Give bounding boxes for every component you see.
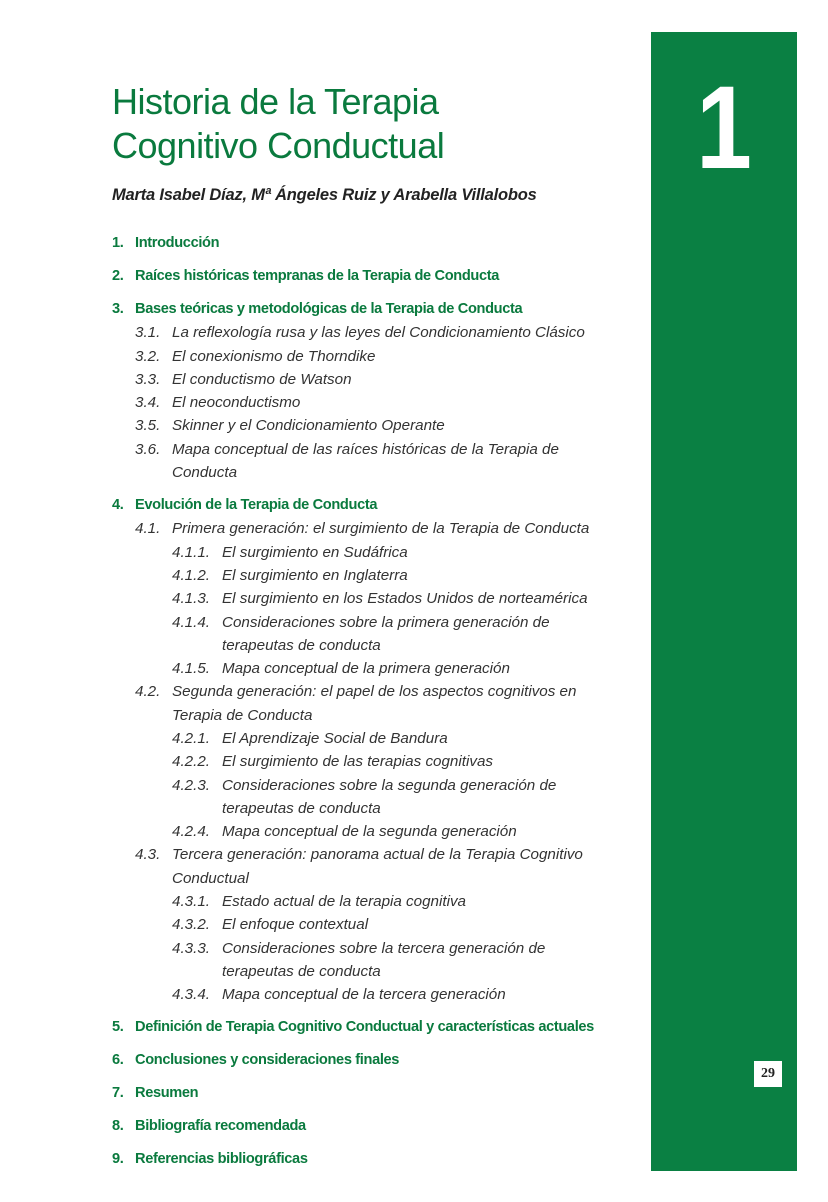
toc-entry[interactable] — [112, 298, 652, 321]
toc-entry-continuation[interactable] — [112, 704, 652, 727]
toc-entry-title: Bibliografía recomendada — [135, 1118, 306, 1135]
toc-entry-number: 4.3.2. — [172, 916, 210, 934]
toc-entry-number: 7. — [112, 1085, 124, 1102]
toc-entry-title: Consideraciones sobre la primera generación de — [222, 613, 550, 631]
toc-entry-number: 3. — [112, 300, 124, 317]
toc-entry-title: Evolución de la Terapia de Conducta — [135, 497, 378, 514]
toc-entry-number: 3.1. — [135, 324, 161, 342]
toc-entry[interactable] — [112, 368, 652, 391]
chapter-title-line: Historia de la Terapia — [112, 81, 439, 122]
toc-entry[interactable] — [112, 391, 652, 414]
toc-entry-continuation[interactable] — [112, 960, 652, 983]
toc-entry[interactable] — [112, 587, 652, 610]
toc-entry-number: 3.5. — [135, 417, 161, 435]
toc-entry-number: 4.2. — [135, 683, 161, 701]
toc-entry-number: 4.1.1. — [172, 543, 210, 561]
toc-entry[interactable] — [112, 438, 652, 461]
toc-entry-number: 3.6. — [135, 440, 161, 458]
toc-entry-continuation[interactable] — [112, 797, 652, 820]
toc-entry[interactable] — [112, 494, 652, 517]
toc-entry-title: Mapa conceptual de la tercera generación — [222, 986, 506, 1004]
toc-entry-title: Consideraciones sobre la segunda generación de — [222, 776, 557, 794]
page-number: 29 — [754, 1061, 782, 1087]
toc-entry-title: Conductual — [172, 869, 249, 887]
toc-entry-title: Consideraciones sobre la tercera generación de — [222, 939, 546, 957]
toc-entry-title: Skinner y el Condicionamiento Operante — [172, 417, 445, 435]
toc-entry-number: 2. — [112, 267, 124, 284]
toc-entry-number: 4.1.5. — [172, 660, 210, 678]
toc-entry-title: El conductismo de Watson — [172, 370, 352, 388]
toc-entry-number: 8. — [112, 1118, 124, 1135]
chapter-title — [112, 80, 444, 168]
toc-entry[interactable] — [112, 1016, 652, 1039]
toc-entry-title: Tercera generación: panorama actual de la Terapia Cognitivo — [172, 846, 583, 864]
toc-entry[interactable] — [112, 1082, 652, 1105]
toc-entry[interactable] — [112, 321, 652, 344]
toc-entry-title: Referencias bibliográficas — [135, 1151, 308, 1168]
toc-entry-title: Terapia de Conducta — [172, 706, 313, 724]
toc-entry-title: El conexionismo de Thorndike — [172, 347, 376, 365]
toc-entry-title: terapeutas de conducta — [222, 799, 381, 817]
toc-entry-number: 4. — [112, 497, 124, 514]
chapter-side-bar — [651, 32, 797, 1171]
toc-entry-title: Conducta — [172, 464, 238, 482]
table-of-contents — [112, 232, 652, 1171]
toc-entry[interactable] — [112, 890, 652, 913]
toc-entry-title: Raíces históricas tempranas de la Terapia de Conducta — [135, 267, 499, 284]
toc-entry[interactable] — [112, 774, 652, 797]
toc-entry-number: 4.3.4. — [172, 986, 210, 1004]
toc-entry-title: Mapa conceptual de la primera generación — [222, 660, 510, 678]
toc-entry-number: 3.4. — [135, 394, 161, 412]
toc-entry[interactable] — [112, 345, 652, 368]
toc-entry-number: 3.3. — [135, 370, 161, 388]
toc-entry[interactable] — [112, 937, 652, 960]
toc-entry-number: 9. — [112, 1151, 124, 1168]
toc-entry-title: Resumen — [135, 1085, 199, 1102]
toc-entry[interactable] — [112, 517, 652, 540]
toc-entry-number: 4.3.3. — [172, 939, 210, 957]
toc-entry-title: El Aprendizaje Social de Bandura — [222, 730, 448, 747]
toc-entry-number: 4.1.3. — [172, 590, 210, 608]
toc-entry-title: Definición de Terapia Cognitivo Conductual y características actuales — [135, 1019, 594, 1036]
toc-entry[interactable] — [112, 727, 652, 750]
toc-entry-number: 4.1. — [135, 520, 161, 538]
toc-entry-number: 4.2.3. — [172, 776, 210, 794]
toc-entry-title: Estado actual de la terapia cognitiva — [222, 893, 467, 911]
toc-entry-title: Conclusiones y consideraciones finales — [135, 1052, 400, 1069]
toc-entry-title: El enfoque contextual — [222, 916, 369, 934]
toc-entry[interactable] — [112, 750, 652, 773]
toc-entry-title: Bases teóricas y metodológicas de la Terapia de Conducta — [135, 300, 523, 317]
toc-entry[interactable] — [112, 657, 652, 680]
toc-entry[interactable] — [112, 414, 652, 437]
toc-entry[interactable] — [112, 232, 652, 255]
toc-entry[interactable] — [112, 541, 652, 564]
toc-entry-number: 4.3. — [135, 846, 161, 864]
toc-entry-continuation[interactable] — [112, 461, 652, 484]
toc-entry-title: Introducción — [135, 235, 220, 251]
toc-entry-continuation[interactable] — [112, 867, 652, 890]
toc-entry-number: 4.2.4. — [172, 823, 210, 841]
toc-entry-title: El neoconductismo — [172, 394, 301, 412]
toc-entry-number: 5. — [112, 1019, 124, 1036]
toc-entry[interactable] — [112, 983, 652, 1006]
toc-entry-title: El surgimiento en Inglaterra — [222, 566, 408, 584]
toc-entry-title: Mapa conceptual de la segunda generación — [222, 823, 517, 841]
toc-entry-number: 4.1.4. — [172, 613, 210, 631]
toc-entry-number: 1. — [112, 235, 124, 251]
toc-entry[interactable] — [112, 564, 652, 587]
toc-entry-number: 3.2. — [135, 347, 161, 365]
toc-entry-number: 4.2.2. — [172, 753, 210, 771]
toc-entry[interactable] — [112, 1115, 652, 1138]
toc-entry[interactable] — [112, 680, 652, 703]
toc-entry-title: terapeutas de conducta — [222, 962, 381, 980]
toc-entry-number: 4.2.1. — [172, 730, 210, 747]
toc-entry-title: Segunda generación: el papel de los aspectos cognitivos en — [172, 683, 577, 701]
chapter-title-line: Cognitivo Conductual — [112, 125, 445, 166]
toc-entry-title: Primera generación: el surgimiento de la Terapia de Conducta — [172, 520, 590, 538]
toc-entry-continuation[interactable] — [112, 634, 652, 657]
toc-entry-title: El surgimiento de las terapias cognitivas — [222, 753, 493, 771]
toc-entry[interactable] — [112, 265, 652, 288]
toc-entry-title: El surgimiento en los Estados Unidos de norteamérica — [222, 590, 588, 608]
toc-entry-title: La reflexología rusa y las leyes del Condicionamiento Clásico — [172, 324, 585, 342]
toc-entry-number: 4.1.2. — [172, 566, 210, 584]
toc-entry[interactable] — [112, 843, 652, 866]
authors: Marta Isabel Díaz, Mª Ángeles Ruiz y Arabella Villalobos — [112, 186, 537, 204]
toc-entry-title: El surgimiento en Sudáfrica — [222, 543, 408, 561]
toc-entry-number: 4.3.1. — [172, 893, 210, 911]
toc-entry-title: terapeutas de conducta — [222, 636, 381, 654]
toc-entry[interactable] — [112, 1148, 652, 1171]
toc-entry-title: Mapa conceptual de las raíces históricas de la Terapia de — [172, 440, 559, 458]
toc-entry[interactable] — [112, 611, 652, 634]
toc-entry[interactable] — [112, 1049, 652, 1072]
toc-entry-number: 6. — [112, 1052, 124, 1069]
toc-entry[interactable] — [112, 913, 652, 936]
toc-entry[interactable] — [112, 820, 652, 843]
chapter-number: 1 — [696, 62, 752, 194]
